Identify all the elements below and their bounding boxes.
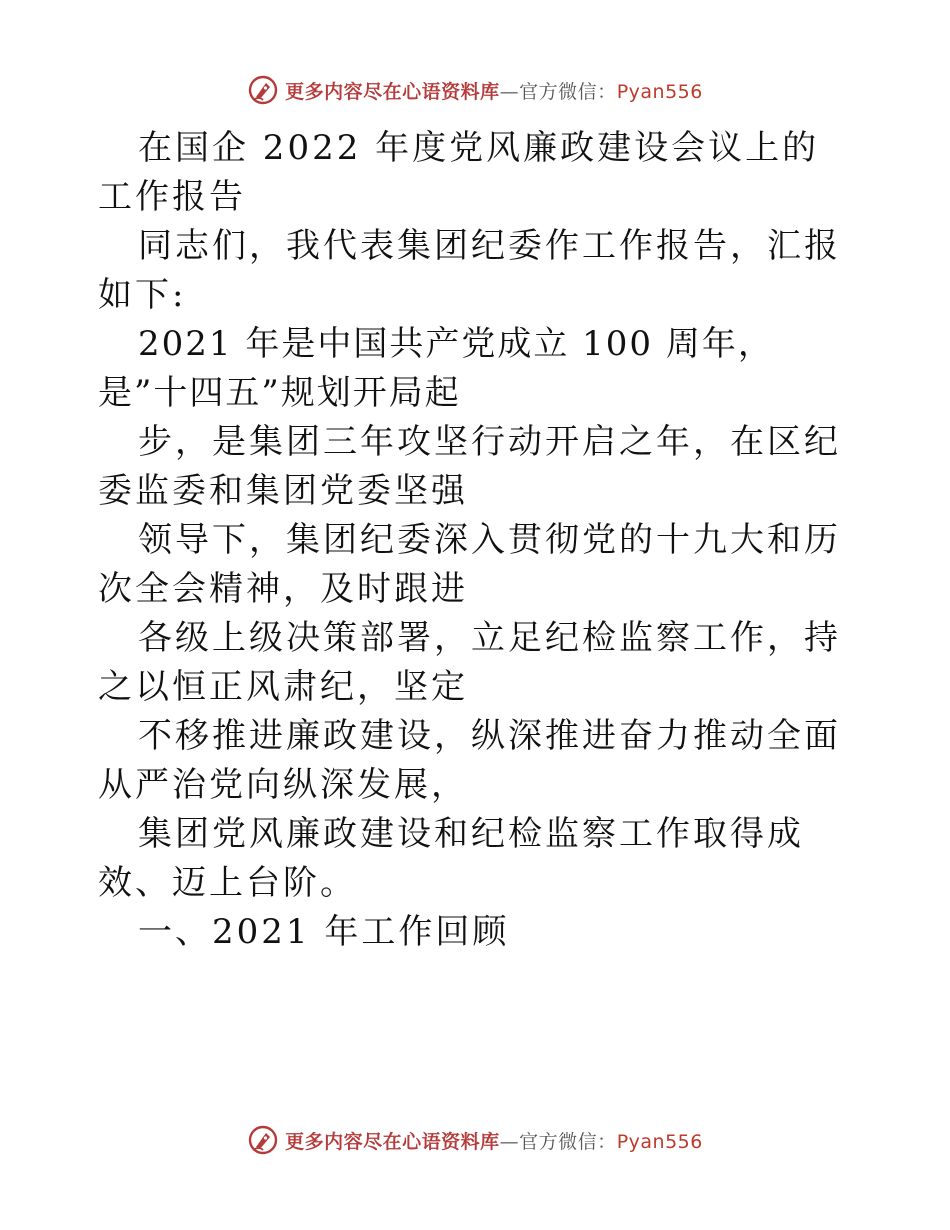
pen-nib-logo-icon	[247, 1124, 279, 1156]
footer-watermark	[0, 1120, 950, 1160]
paragraph-1: 同志们，我代表集团纪委作工作报告，汇报如下:	[98, 226, 841, 315]
paragraph-5: 各级上级决策部署，立足纪检监察工作，持之以恒正风肃纪，坚定	[98, 618, 841, 707]
watermark-wechat-label: 官方微信：	[519, 80, 617, 103]
watermark-wechat-label: 官方微信：	[519, 1130, 617, 1153]
pen-nib-logo-icon	[247, 74, 279, 106]
watermark-text-footer	[285, 1127, 703, 1154]
watermark-main-text: 更多内容尽在心语资料库	[285, 80, 500, 103]
paragraph-6: 不移推进廉政建设，纵深推进奋力推动全面从严治党向纵深发展，	[98, 716, 841, 805]
header-watermark	[0, 70, 950, 110]
paragraph-7: 集团党风廉政建设和纪检监察工作取得成效、迈上台阶。	[98, 814, 804, 903]
paragraph-2: 2021 年是中国共产党成立 100 周年，是”十四五”规划开局起	[98, 324, 774, 413]
document-title: 在国企 2022 年度党风廉政建设会议上的工作报告	[98, 128, 820, 217]
watermark-wechat-id: Pyan556	[616, 1130, 703, 1153]
watermark-separator: —	[499, 1130, 520, 1153]
document-body	[98, 124, 854, 957]
watermark-main-text: 更多内容尽在心语资料库	[285, 1130, 500, 1153]
paragraph-3: 步，是集团三年攻坚行动开启之年，在区纪委监委和集团党委坚强	[98, 422, 841, 511]
section-heading: 一、2021 年工作回顾	[138, 912, 510, 952]
watermark-separator: —	[499, 80, 520, 103]
paragraph-4: 领导下，集团纪委深入贯彻党的十九大和历次全会精神，及时跟进	[98, 520, 841, 609]
watermark-text	[285, 77, 703, 104]
watermark-wechat-id: Pyan556	[616, 80, 703, 103]
